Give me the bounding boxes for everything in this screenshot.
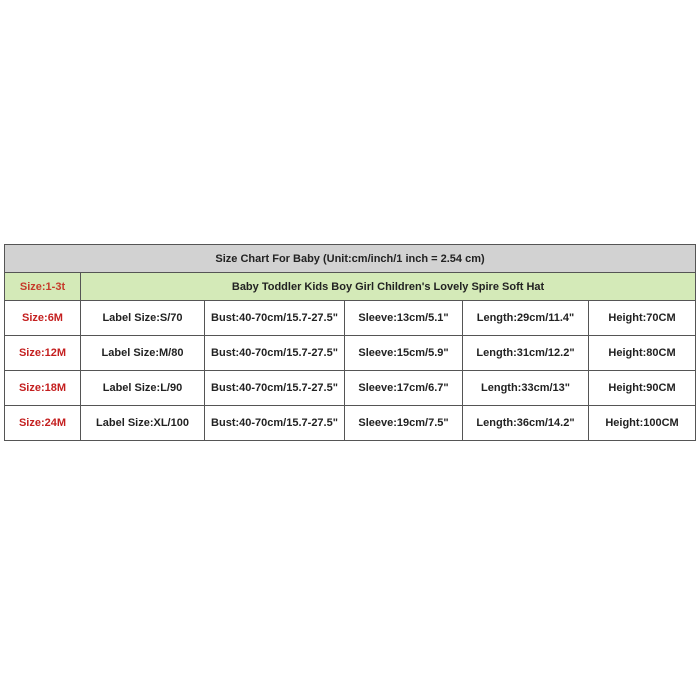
size-cell: Size:6M <box>5 301 81 336</box>
label-size-cell: Label Size:XL/100 <box>81 406 205 441</box>
sleeve-cell: Sleeve:13cm/5.1" <box>345 301 463 336</box>
chart-title: Size Chart For Baby (Unit:cm/inch/1 inch = 2.54 cm) <box>5 245 696 273</box>
length-cell: Length:31cm/12.2" <box>463 336 589 371</box>
sleeve-cell: Sleeve:19cm/7.5" <box>345 406 463 441</box>
label-size-cell: Label Size:M/80 <box>81 336 205 371</box>
sleeve-cell: Sleeve:17cm/6.7" <box>345 371 463 406</box>
bust-cell: Bust:40-70cm/15.7-27.5" <box>205 371 345 406</box>
length-cell: Length:33cm/13" <box>463 371 589 406</box>
size-range: Size:1-3t <box>5 273 81 301</box>
size-cell: Size:24M <box>5 406 81 441</box>
product-row <box>5 273 696 301</box>
length-cell: Length:29cm/11.4" <box>463 301 589 336</box>
bust-cell: Bust:40-70cm/15.7-27.5" <box>205 301 345 336</box>
table-row <box>5 336 696 371</box>
product-name: Baby Toddler Kids Boy Girl Children's Lovely Spire Soft Hat <box>81 273 696 301</box>
bust-cell: Bust:40-70cm/15.7-27.5" <box>205 406 345 441</box>
height-cell: Height:80CM <box>589 336 696 371</box>
label-size-cell: Label Size:L/90 <box>81 371 205 406</box>
table-row <box>5 406 696 441</box>
height-cell: Height:100CM <box>589 406 696 441</box>
title-row <box>5 245 696 273</box>
label-size-cell: Label Size:S/70 <box>81 301 205 336</box>
length-cell: Length:36cm/14.2" <box>463 406 589 441</box>
sleeve-cell: Sleeve:15cm/5.9" <box>345 336 463 371</box>
size-chart-table <box>4 244 696 441</box>
height-cell: Height:70CM <box>589 301 696 336</box>
bust-cell: Bust:40-70cm/15.7-27.5" <box>205 336 345 371</box>
height-cell: Height:90CM <box>589 371 696 406</box>
table-row <box>5 371 696 406</box>
size-cell: Size:18M <box>5 371 81 406</box>
table-row <box>5 301 696 336</box>
size-cell: Size:12M <box>5 336 81 371</box>
